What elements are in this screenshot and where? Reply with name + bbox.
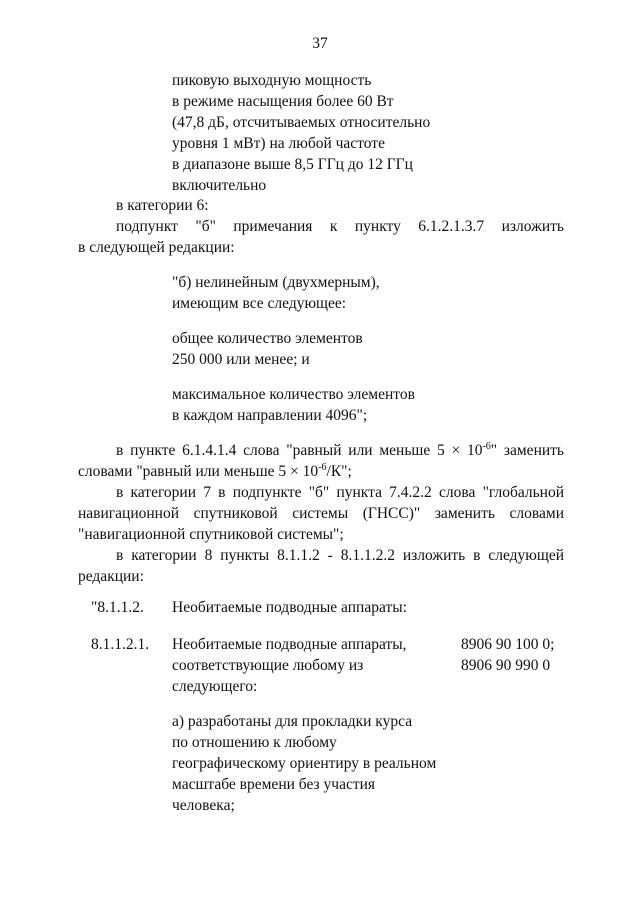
text-line: соответствующие любому из <box>172 657 364 674</box>
text-fragment: словами "равный или меньше 5 × 10 <box>78 463 319 480</box>
text-fragment: в пункте 6.1.4.1.4 слова "равный или меньше 5 × 10 <box>116 442 483 459</box>
text-line: "б) нелинейным (двухмерным), <box>172 274 380 291</box>
text-line: географическому ориентиру в реальном <box>172 755 437 772</box>
text-line: имеющим все следующее: <box>172 295 347 312</box>
text-fragment: /К"; <box>326 463 352 480</box>
text-line: максимальное количество элементов <box>172 386 415 403</box>
quote-block-2 <box>172 328 363 370</box>
item-81121-number: 8.1.1.2.1. <box>91 636 150 653</box>
text-line <box>78 461 564 482</box>
text-line: а) разработаны для прокладки курса <box>172 713 413 730</box>
text-line: включительно <box>172 177 267 194</box>
text-line: в диапазоне выше 8,5 ГГц до 12 ГГц <box>172 156 413 173</box>
hs-code: 8906 90 990 0 <box>461 657 551 674</box>
hs-code: 8906 90 100 0; <box>461 636 555 653</box>
item-a-block <box>172 711 436 816</box>
text-line: в следующей редакции: <box>78 239 235 256</box>
text-line: 250 000 или менее; и <box>172 351 310 368</box>
item-81121-text <box>172 634 407 697</box>
superscript: -6 <box>318 462 327 473</box>
paragraph-category-8 <box>78 545 564 587</box>
text-line: общее количество элементов <box>172 330 363 347</box>
text-line: "навигационной спутниковой системы"; <box>78 526 344 543</box>
text-line: в режиме насыщения более 60 Вт <box>172 93 394 110</box>
superscript: -6 <box>482 441 491 452</box>
paragraph-6141 <box>78 440 564 482</box>
text-line: масштабе времени без участия <box>172 776 376 793</box>
text-line: (47,8 дБ, отсчитываемых относительно <box>172 114 431 131</box>
text-line: следующего: <box>172 678 258 695</box>
text-line: в каждом направлении 4096"; <box>172 407 368 424</box>
paragraph-subitem-b <box>78 216 564 258</box>
text-line: Необитаемые подводные аппараты, <box>172 636 407 653</box>
quote-block-1 <box>172 272 380 314</box>
item-8112-text: Необитаемые подводные аппараты: <box>172 599 407 616</box>
power-spec-block <box>172 70 430 196</box>
paragraph-category-7 <box>78 482 564 545</box>
item-8112-number: "8.1.1.2. <box>91 599 144 616</box>
text-line: по отношению к любому <box>172 734 337 751</box>
text-line: уровня 1 мВт) на любой частоте <box>172 135 385 152</box>
text-line: редакции: <box>78 568 144 585</box>
text-line: в категории 8 пункты 8.1.1.2 - 8.1.1.2.2 изложить в следующей <box>116 547 564 564</box>
item-81121-codes <box>461 634 554 676</box>
quote-block-3 <box>172 384 415 426</box>
text-line: человека; <box>172 797 235 814</box>
text-fragment: " заменить <box>490 442 564 459</box>
text-line <box>78 440 564 461</box>
text-line: навигационной спутниковой системы (ГНСС)" заменить словами <box>78 505 564 522</box>
text-line: в категории 7 в подпункте "б" пункта 7.4.2.2 слова "глобальной <box>116 484 564 501</box>
text-line: подпункт "б" примечания к пункту 6.1.2.1.3.7 изложить <box>116 218 564 235</box>
text-line: пиковую выходную мощность <box>172 72 372 89</box>
category-6-heading: в категории 6: <box>116 197 209 214</box>
page-number: 37 <box>312 35 328 52</box>
